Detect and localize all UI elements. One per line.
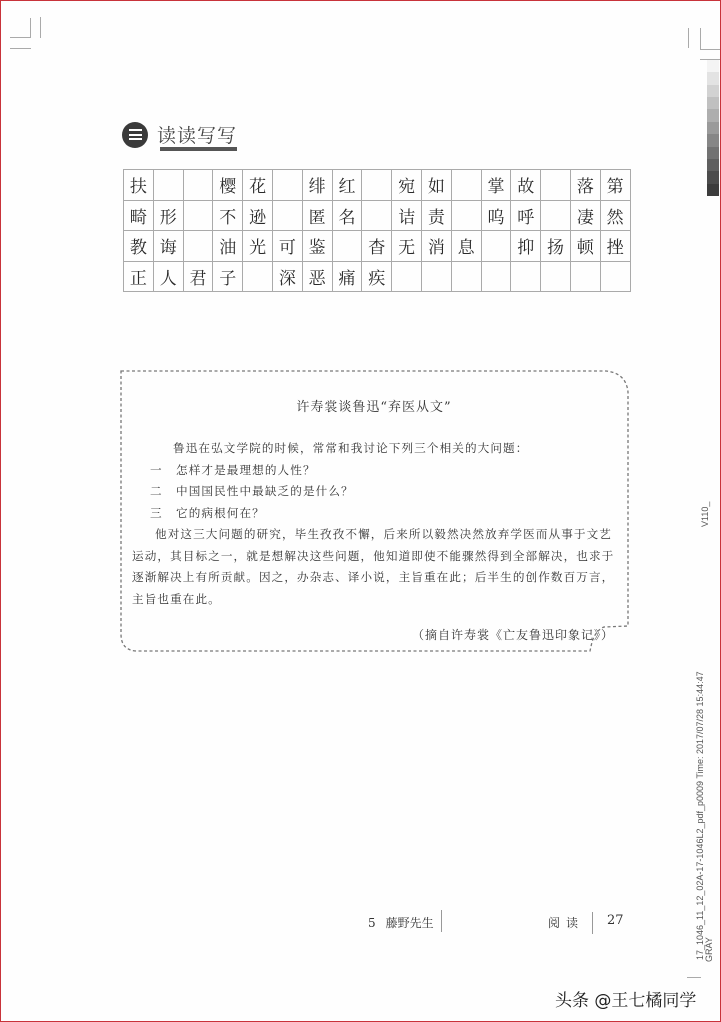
section-title: 读读写写 [157,125,238,147]
grid-cell: 人 [153,261,183,292]
grid-cell: 疾 [362,261,392,292]
grid-cell: 樱 [213,170,243,201]
section-heading [122,121,237,148]
crop-mark-bottom-right [687,977,701,978]
grid-cell: 教 [124,231,154,262]
crop-mark-top-left [30,18,31,38]
grid-row [124,200,631,231]
section-number-badge [122,122,148,148]
grid-cell: 花 [243,170,273,201]
grid-cell [541,200,571,231]
grid-cell: 光 [243,231,273,262]
grid-cell: 扬 [541,231,571,262]
grid-cell [600,261,630,292]
grid-cell: 息 [451,231,481,262]
grid-cell [183,170,213,201]
grid-cell [272,200,302,231]
grid-cell: 畸 [124,200,154,231]
grid-cell [362,170,392,201]
crop-mark-top-right [700,28,701,49]
grid-cell: 红 [332,170,362,201]
vocabulary-grid [123,169,631,292]
grid-cell: 可 [272,231,302,262]
crop-mark-top-left [40,17,41,38]
grid-cell [272,170,302,201]
crop-mark-top-left [10,37,31,38]
lesson-title: 藤野先生 [385,916,434,930]
quote-box [118,368,630,655]
grid-cell [570,261,600,292]
grid-cell: 扶 [124,170,154,201]
grid-cell [451,261,481,292]
crop-mark-top-right [688,28,689,48]
grid-cell: 诲 [153,231,183,262]
grid-cell: 恶 [302,261,332,292]
quote-paragraph: 他对这三大问题的研究，毕生孜孜不懈，后来所以毅然决然放弃学医而从事于文艺运动，其目标之一，就是想解决这些问题，他知道即使不能骤然得到全部解决，也求于逐渐解决上有所贡献。因之，办杂志、译小说，主旨重在此；后半生的创作数百万言，主旨也重在此。 [132,527,615,606]
page-number: 27 [607,913,624,928]
crop-mark-top-left [10,48,31,49]
grid-cell: 君 [183,261,213,292]
grid-cell: 呼 [511,200,541,231]
grid-cell [481,261,511,292]
grid-cell: 逊 [243,200,273,231]
grid-cell: 宛 [392,170,422,201]
footer-lesson [368,914,434,931]
grid-cell: 形 [153,200,183,231]
grid-cell: 第 [600,170,630,201]
grid-cell: 呜 [481,200,511,231]
grid-cell: 落 [570,170,600,201]
grid-cell: 凄 [570,200,600,231]
quote-source: （摘自许寿裳《亡友鲁迅印象记》） [411,628,614,642]
grid-cell: 无 [392,231,422,262]
grid-cell [243,261,273,292]
grid-cell [392,261,422,292]
grid-cell: 痛 [332,261,362,292]
grid-cell: 故 [511,170,541,201]
grid-cell: 挫 [600,231,630,262]
grid-cell: 深 [272,261,302,292]
side-gray-label: GRAY [704,937,714,962]
grid-cell: 绯 [302,170,332,201]
grid-cell [541,170,571,201]
grid-cell [451,170,481,201]
grid-row [124,231,631,262]
grid-cell: 抑 [511,231,541,262]
grid-cell: 正 [124,261,154,292]
grid-cell: 掌 [481,170,511,201]
grid-cell [183,231,213,262]
grid-cell: 油 [213,231,243,262]
question-item: 三 它的病根何在？ [150,505,265,520]
grid-cell [183,200,213,231]
grid-cell [451,200,481,231]
footer-divider [441,910,442,932]
grid-cell [153,170,183,201]
grid-cell: 匿 [302,200,332,231]
watermark: 头条 @王七橘同学 [555,991,697,1011]
grid-cell: 顿 [570,231,600,262]
grid-cell: 诘 [392,200,422,231]
side-code: V110_ [700,501,710,527]
grid-cell: 不 [213,200,243,231]
grid-cell [362,200,392,231]
grayscale-calibration-bar [707,60,719,196]
grid-cell: 子 [213,261,243,292]
crop-mark-top-right [700,49,720,50]
grid-cell [541,261,571,292]
grid-cell: 杳 [362,231,392,262]
grid-cell [421,261,451,292]
quote-body [132,438,620,610]
side-print-info: 17_1046_11_12_02A-17-1046L2_pdf_p0009 Time: 2017/07/28 15:44:47 [695,671,705,960]
grid-row [124,261,631,292]
grid-cell: 名 [332,200,362,231]
grid-cell [481,231,511,262]
footer-divider [592,912,593,934]
grid-cell: 然 [600,200,630,231]
grid-cell: 如 [421,170,451,201]
quote-title: 许寿裳谈鲁迅“弃医从文” [296,400,452,415]
question-item: 一 怎样才是最理想的人性？ [150,462,316,477]
section-number-three-icon [129,129,142,140]
grid-row [124,170,631,201]
grid-cell: 鉴 [302,231,332,262]
title-underline [160,147,237,151]
grid-cell: 责 [421,200,451,231]
question-item: 二 中国国民性中最缺乏的是什么？ [150,484,354,498]
quote-intro: 鲁迅在弘文学院的时候，常常和我讨论下列三个相关的大问题： [173,441,529,455]
footer-unit: 阅读 [548,916,585,930]
grid-cell [332,231,362,262]
grid-cell: 消 [421,231,451,262]
lesson-number: 5 [368,916,376,930]
grid-cell [511,261,541,292]
